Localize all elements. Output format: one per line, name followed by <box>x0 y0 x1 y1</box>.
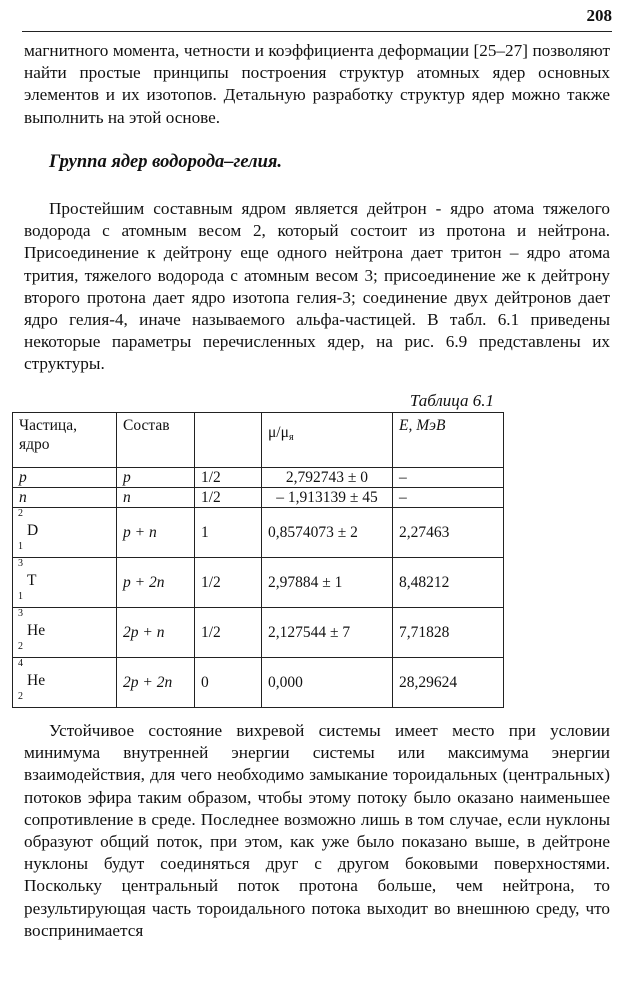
nuclide-charge: 1 <box>18 591 23 602</box>
cell-particle <box>13 608 117 658</box>
cell-particle <box>13 658 117 708</box>
header-energy <box>393 413 504 468</box>
cell-energy: – <box>393 488 504 508</box>
table-caption: Таблица 6.1 <box>409 391 494 410</box>
cell-composition: 2p + n <box>117 608 195 658</box>
cell-particle: n <box>13 488 117 508</box>
cell-energy: 28,29624 <box>393 658 504 708</box>
header-rule <box>22 31 612 32</box>
cell-spin: 0 <box>195 658 262 708</box>
table-row <box>13 608 504 658</box>
cell-particle <box>13 508 117 558</box>
header-moment-main: μ/μ <box>268 424 289 441</box>
cell-composition: p <box>117 468 195 488</box>
cell-energy: 8,48212 <box>393 558 504 608</box>
nuclide-mass: 2 <box>18 508 23 519</box>
table-header-row <box>13 413 504 468</box>
nuclide-label <box>19 608 55 652</box>
cell-spin: 1 <box>195 508 262 558</box>
paragraph-intro: Простейшим составным ядром является дейтрон - ядро атома тяжелого водорода с атомным весом 2, который состоит из протона и нейтрона. Присоединение к дейтрону еще одного нейтрона дает тритон – ядро атома трития, тяжелого водорода с атомным весом 3; присоединение же к дейтрону второго протона дает ядро изотопа гелия-3; соединение двух дейтронов дает ядро гелия-4, иначе называемого альфа-частицей. В табл. 6.1 приведены некоторые параметры перечисленных ядер, на рис. 6.9 представлены их структуры. <box>24 199 610 374</box>
nuclide-mass: 4 <box>18 658 23 669</box>
header-composition: Состав <box>117 413 195 468</box>
cell-particle: p <box>13 468 117 488</box>
table-row <box>13 488 504 508</box>
cell-energy: 7,71828 <box>393 608 504 658</box>
cell-moment: 2,127544 ± 7 <box>262 608 393 658</box>
table-row <box>13 658 504 708</box>
cell-moment: 0,8574073 ± 2 <box>262 508 393 558</box>
nuclide-charge: 2 <box>18 691 23 702</box>
cell-spin: 1/2 <box>195 488 262 508</box>
nuclide-label <box>19 658 55 702</box>
header-energy-label: E, МэВ <box>399 417 446 434</box>
cell-composition: p + 2n <box>117 558 195 608</box>
cell-moment: – 1,913139 ± 45 <box>262 488 393 508</box>
paragraph-bottom: Устойчивое состояние вихревой системы имеет место при условии минимума внутренней энергии системы или максимума энергии взаимодействия, для чего необходимо замыкание тороидальных (центральных) потоков эфира таким образом, чтобы этому потоку было оказано наименьшее сопротивление в среде. Последнее возможно лишь в том случае, если нуклоны образуют общий поток, при этом, как уже было показано выше, в дейтроне нуклоны будут соединяться друг с другом боковыми поверхностями. Поскольку центральный поток протона больше, чем нейтрона, то результирующая часть тороидального потока выходит во внешнюю среду, что воспринимается <box>24 721 610 940</box>
cell-spin: 1/2 <box>195 608 262 658</box>
table-row <box>13 468 504 488</box>
cell-spin: 1/2 <box>195 468 262 488</box>
nuclide-symbol: D <box>27 522 39 539</box>
cell-composition: n <box>117 488 195 508</box>
cell-moment: 2,792743 ± 0 <box>262 468 393 488</box>
table-row <box>13 558 504 608</box>
nuclei-table <box>12 412 504 708</box>
nuclide-symbol: T <box>27 572 37 589</box>
cell-spin: 1/2 <box>195 558 262 608</box>
nuclide-charge: 1 <box>18 541 23 552</box>
cell-composition: 2p + 2n <box>117 658 195 708</box>
cell-energy: – <box>393 468 504 488</box>
paragraph-top: магнитного момента, четности и коэффициента деформации [25–27] позволяют найти простые принципы построения структур атомных ядер основных элементов и их изотопов. Детальную разработку структур ядер можно также выполнить на этой основе. <box>24 41 610 127</box>
cell-composition: p + n <box>117 508 195 558</box>
cell-energy: 2,27463 <box>393 508 504 558</box>
header-moment <box>262 413 393 468</box>
nuclide-label <box>19 508 55 552</box>
cell-particle <box>13 558 117 608</box>
nuclide-mass: 3 <box>18 558 23 569</box>
nuclide-mass: 3 <box>18 608 23 619</box>
nuclide-label <box>19 558 55 602</box>
nuclide-symbol: He <box>27 622 46 639</box>
table-row <box>13 508 504 558</box>
section-heading: Группа ядер водорода–гелия. <box>49 152 283 172</box>
page-number: 208 <box>586 6 612 25</box>
cell-moment: 2,97884 ± 1 <box>262 558 393 608</box>
nuclide-symbol: He <box>27 672 46 689</box>
header-particle: Частица, ядро <box>13 413 117 468</box>
header-spin <box>195 413 262 468</box>
cell-moment: 0,000 <box>262 658 393 708</box>
nuclide-charge: 2 <box>18 641 23 652</box>
header-moment-sub: я <box>288 432 294 443</box>
